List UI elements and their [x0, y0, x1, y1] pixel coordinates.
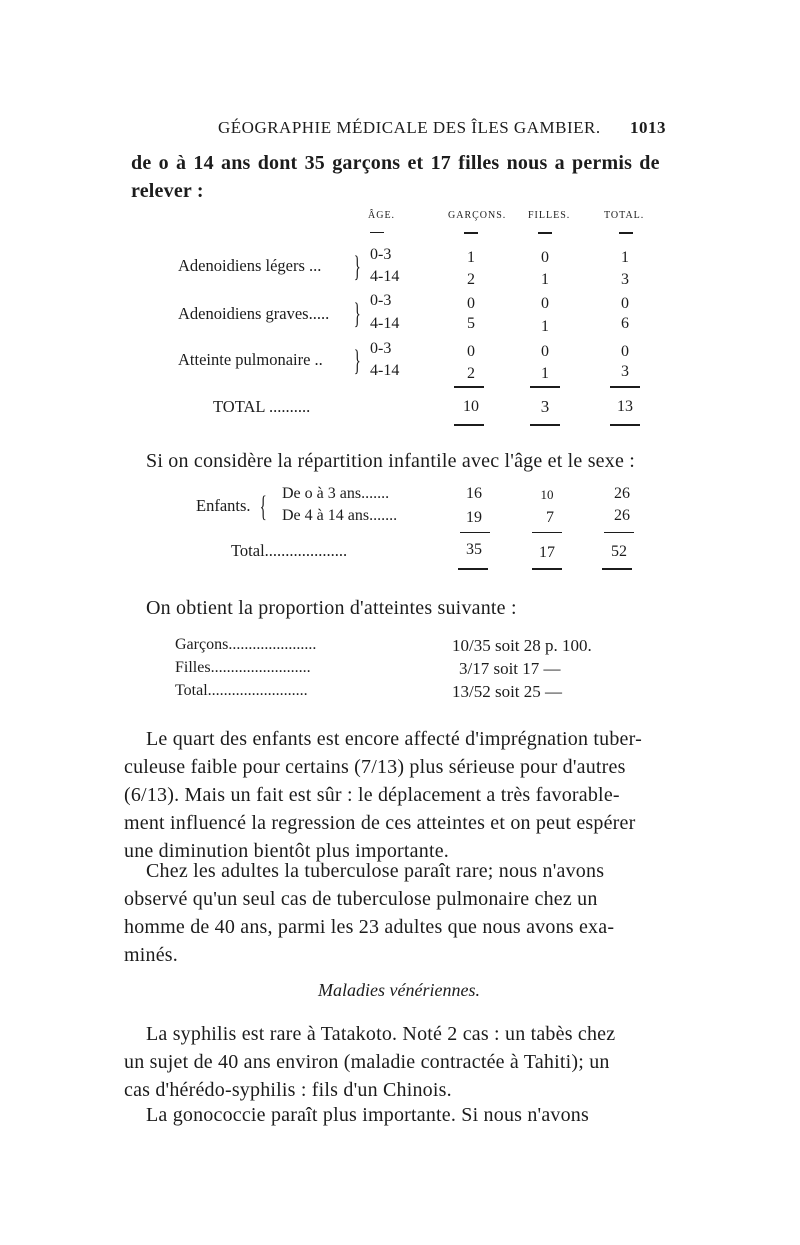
- col-header-filles: FILLES.: [528, 210, 571, 221]
- brace-icon: }: [353, 297, 361, 330]
- total-cell: 26: [614, 507, 630, 524]
- sum-rule: [530, 386, 560, 388]
- total-cell: 3: [621, 363, 629, 380]
- age-cell: 4-14: [370, 315, 400, 332]
- brace-icon: }: [353, 250, 361, 283]
- total-cell: 0: [621, 343, 629, 360]
- total-cell: 3: [621, 271, 629, 288]
- garcons-cell: 2: [467, 271, 475, 288]
- age-cell: 4-14: [370, 268, 400, 285]
- text-line: (6/13). Mais un fait est sûr : le déplacement a très favorable-: [124, 784, 620, 806]
- text-line: cas d'hérédo-syphilis : fils d'un Chinois.: [124, 1079, 452, 1101]
- text-line: ment influencé la regression de ces atteintes et on peut espérer: [124, 812, 636, 834]
- filles-cell: 7: [546, 509, 554, 526]
- header-rule: [538, 232, 552, 234]
- total-rule: [610, 424, 640, 426]
- intro-line-1: de o à 14 ans dont 35 garçons et 17 filles nous a permis de: [131, 152, 660, 174]
- total-rule: [602, 568, 632, 570]
- garcons-cell: 16: [466, 485, 482, 502]
- col-header-total: TOTAL.: [604, 210, 645, 221]
- filles-cell: 1: [541, 365, 549, 382]
- text-line: observé qu'un seul cas de tuberculose pulmonaire chez un: [124, 888, 598, 910]
- section-title: Maladies vénériennes.: [318, 980, 480, 1000]
- text-line: un sujet de 40 ans environ (maladie contractée à Tahiti); un: [124, 1051, 610, 1073]
- age-cell: 0-3: [370, 340, 392, 357]
- filles-cell: 1: [541, 318, 549, 335]
- total-filles: 3: [540, 397, 550, 416]
- text-line: La syphilis est rare à Tatakoto. Noté 2 cas : un tabès chez: [146, 1023, 616, 1045]
- header-rule: [464, 232, 478, 234]
- total-rule: [530, 424, 560, 426]
- row-label: De o à 3 ans.......: [282, 485, 390, 502]
- filles-cell: 10: [540, 487, 554, 502]
- intro-line-2: relever :: [131, 180, 204, 202]
- garcons-cell: 0: [467, 343, 475, 360]
- garcons-cell: 19: [466, 509, 482, 526]
- sum-rule: [532, 532, 562, 533]
- total-garcons: 35: [466, 541, 482, 558]
- row-label: Adenoidiens légers ...: [178, 256, 322, 275]
- paragraph-proportion: On obtient la proportion d'atteintes suivante :: [146, 597, 517, 619]
- total-cell: 26: [614, 485, 630, 502]
- total-cell: 0: [621, 295, 629, 312]
- garcons-cell: 5: [467, 315, 475, 332]
- col-header-garcons: GARÇONS.: [448, 210, 507, 221]
- col-header-age: ÂGE.: [368, 210, 396, 221]
- row-value: 3/17 soit 17 —: [459, 659, 561, 678]
- total-filles: 17: [539, 544, 555, 561]
- garcons-cell: 2: [467, 365, 475, 382]
- running-title: GÉOGRAPHIE MÉDICALE DES ÎLES GAMBIER.: [218, 118, 601, 137]
- row-label: De 4 à 14 ans.......: [282, 507, 398, 524]
- sum-rule: [604, 532, 634, 533]
- paragraph-age-sex: Si on considère la répartition infantile avec l'âge et le sexe :: [146, 450, 635, 472]
- text-line: Le quart des enfants est encore affecté d'imprégnation tuber-: [146, 728, 642, 750]
- total-rule: [454, 424, 484, 426]
- total-label: Total....................: [231, 541, 348, 560]
- page-number: 1013: [630, 118, 666, 137]
- text-line: minés.: [124, 944, 178, 966]
- sum-rule: [610, 386, 640, 388]
- brace-icon: }: [353, 344, 361, 377]
- row-value: 13/52 soit 25 —: [452, 682, 563, 701]
- total-cell: 1: [621, 249, 629, 266]
- text-line: Chez les adultes la tuberculose paraît rare; nous n'avons: [146, 860, 605, 882]
- filles-cell: 0: [541, 295, 549, 312]
- filles-cell: 0: [541, 249, 549, 266]
- total-total: 13: [617, 398, 633, 415]
- text-line: culeuse faible pour certains (7/13) plus sérieuse pour d'autres: [124, 756, 626, 778]
- row-label: Total.........................: [175, 682, 308, 699]
- sum-rule: [454, 386, 484, 388]
- total-garcons: 10: [463, 398, 479, 415]
- age-cell: 0-3: [370, 292, 392, 309]
- total-rule: [532, 568, 562, 570]
- total-label: TOTAL ..........: [213, 397, 311, 416]
- total-total: 52: [611, 543, 627, 560]
- row-label: Filles.........................: [175, 659, 311, 676]
- header-rule: [619, 232, 633, 234]
- text-line: une diminution bientôt plus importante.: [124, 840, 449, 862]
- text-line: La gonococcie paraît plus importante. Si nous n'avons: [146, 1104, 589, 1126]
- garcons-cell: 1: [467, 249, 475, 266]
- row-label: Adenoidiens graves.....: [178, 304, 330, 323]
- filles-cell: 1: [541, 271, 549, 288]
- row-value: 10/35 soit 28 p. 100.: [452, 636, 592, 655]
- header-rule: [370, 232, 384, 233]
- garcons-cell: 0: [467, 295, 475, 312]
- age-cell: 0-3: [370, 246, 392, 263]
- brace-icon: {: [259, 490, 267, 523]
- row-label: Atteinte pulmonaire ..: [178, 350, 323, 369]
- age-cell: 4-14: [370, 362, 400, 379]
- filles-cell: 0: [541, 343, 549, 360]
- total-rule: [458, 568, 488, 570]
- total-cell: 6: [621, 315, 629, 332]
- row-label: Garçons......................: [175, 636, 317, 653]
- sum-rule: [460, 532, 490, 533]
- text-line: homme de 40 ans, parmi les 23 adultes que nous avons exa-: [124, 916, 615, 938]
- group-label: Enfants.: [196, 496, 251, 515]
